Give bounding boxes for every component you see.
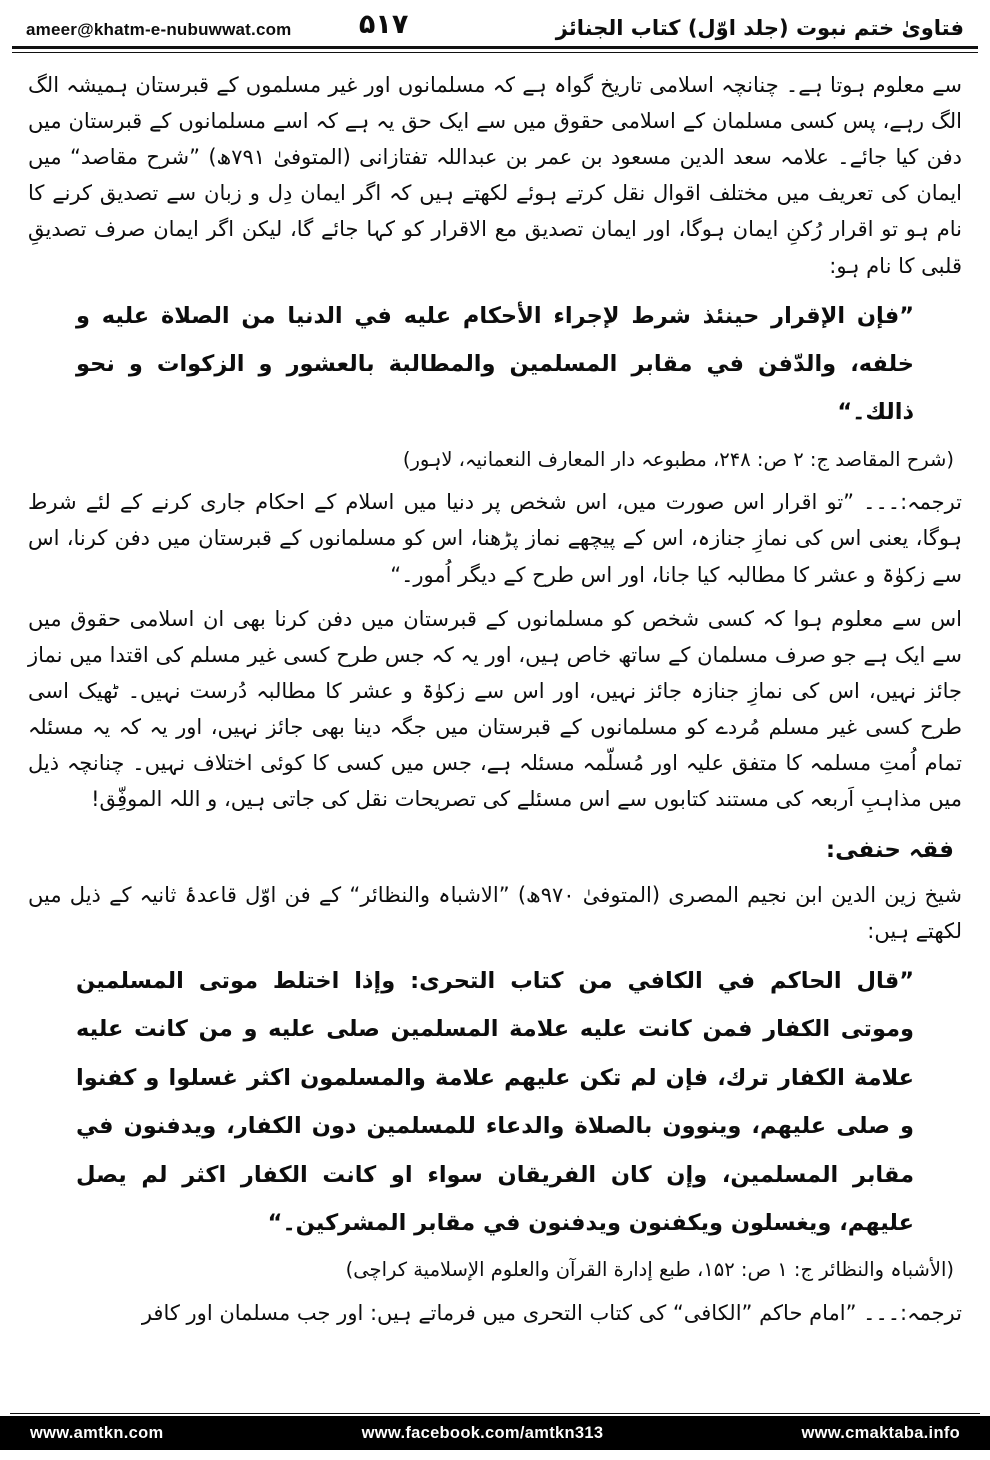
- arabic-quote-1: ”فإن الإقرار حينئذ شرط لإجراء الأحكام عليه في الدنيا من الصلاة عليه و خلفه، والدّفن في مقابر المسلمين والمطالبة بالعشور و الزكوات و نحو ذالك۔“: [76, 302, 914, 426]
- reference-1: (شرح المقاصد ج: ۲ ص: ۲۴۸، مطبوعہ دار المعارف النعمانیہ، لاہور): [402, 447, 954, 471]
- header-divider: [12, 46, 978, 53]
- book-title: فتاویٰ ختم نبوت (جلد اوّل) کتاب الجنائز: [555, 16, 964, 40]
- header-email: ameer@khatm-e-nubuwwat.com: [26, 20, 292, 39]
- footer-url-center: www.facebook.com/amtkn313: [361, 1423, 604, 1442]
- footer-bar: [0, 1416, 990, 1450]
- paragraph-2: اس سے معلوم ہوا کہ کسی شخص کو مسلمانوں کے قبرستان میں دفن کرنا بھی ان اسلامی حقوق میں سے ایک ہے جو صرف مسلمان کے ساتھ خاص ہیں، اور یہ کہ جس طرح کسی غیر مسلم کی اقتدا میں نماز جائز نہیں، اس کی نمازِ جنازہ جائز نہیں، اور اس سے زکوٰۃ و عشر کا مطالبہ دُرست نہیں۔ ٹھیک اسی طرح کسی غیر مسلم مُردے کو مسلمانوں کے قبرستان میں جگہ دینا بھی جائز نہیں، اور یہ کہ یہ مسئلہ تمام اُمتِ مسلمہ کا متفق علیہ اور مُسلّمہ مسئلہ ہے، جس میں کسی کا کوئی اختلاف نہیں۔ چنانچہ ذیل میں مذاہبِ اَربعہ کی مستند کتابوں سے اس مسئلے کی تصریحات نقل کی جاتی ہیں، و اللہ الموفِّق!: [28, 606, 962, 812]
- translation-2: ترجمہ:۔۔۔ ”امام حاکم ”الکافی“ کی کتاب التحری میں فرماتے ہیں: اور جب مسلمان اور کافر: [141, 1300, 962, 1325]
- reference-2: (الأشباہ والنظائر ج: ۱ ص: ۱۵۲، طبع إدارة القرآن والعلوم الإسلامیة کراچی): [345, 1258, 954, 1282]
- translation-1: ترجمہ:۔۔۔ ”تو اقرار اس صورت میں، اس شخص پر دنیا میں اسلام کے احکام جاری کرنے کے لئے شرط ہوگا، یعنی اس کی نمازِ جنازہ، اس کے پیچھے نماز پڑھنا، اس کو مسلمانوں کے قبرستان میں دفن کرنا، اس سے زکوٰۃ و عشر کا مطالبہ کیا جانا، اور اس طرح کے دیگر اُمور۔“: [28, 490, 962, 587]
- footer-url-left: www.amtkn.com: [30, 1423, 164, 1442]
- footer-url-right: www.cmaktaba.info: [801, 1423, 960, 1442]
- page-number: ۵۱۷: [358, 9, 409, 40]
- page-header: [0, 0, 990, 44]
- section-heading-fiqh-hanafi: فقہ حنفی:: [825, 837, 954, 864]
- arabic-quote-2: ”قال الحاكم في الكافي من كتاب التحرى: وإذا اختلط موتى المسلمين وموتى الكفار فمن كانت عليه علامة المسلمين صلى عليه و من كانت عليه علامة الكفار ترك، فإن لم تكن عليهم علامة والمسلمون اكثر غسلوا و كفنوا و صلى عليهم، وينوون بالصلاة والدعاء للمسلمين دون الكفار، ويدفنون في مقابر المسلمين، وإن كان الفريقان سواء او كانت الكفار اكثر لم يصل عليهم، ويغسلون ويكفنون ويدفنون في مقابر المشركين۔“: [76, 968, 914, 1236]
- page-body: [0, 53, 990, 1331]
- paragraph-3: شیخ زین الدین ابن نجیم المصری (المتوفیٰ ۹۷۰ھ) ”الاشباہ والنظائر“ کے فن اوّل قاعدۂ ثانیہ کے ذیل میں لکھتے ہیں:: [28, 882, 962, 943]
- paragraph-intro: سے معلوم ہوتا ہے۔ چنانچہ اسلامی تاریخ گواہ ہے کہ مسلمانوں اور غیر مسلموں کے قبرستان ہمیشہ الگ الگ رہے، پس کسی مسلمان کے اسلامی حقوق میں سے ایک حق یہ ہے کہ اسے مسلمانوں کے قبرستان میں دفن کیا جائے۔ علامہ سعد الدین مسعود بن عمر بن عبداللہ تفتازانی (المتوفیٰ ۷۹۱ھ) ”شرح مقاصد“ میں ایمان کی تعریف میں مختلف اقوال نقل کرتے ہوئے لکھتے ہیں کہ اگر ایمان دِل و زبان سے تصدیق کرنے کا نام ہو تو اقرار رُکنِ ایمان ہوگا، اور ایمان تصدیق مع الاقرار کو کہا جائے گا، لیکن اگر ایمان صرف تصدیقِ قلبی کا نام ہو:: [28, 73, 963, 278]
- page-footer: [0, 1413, 990, 1450]
